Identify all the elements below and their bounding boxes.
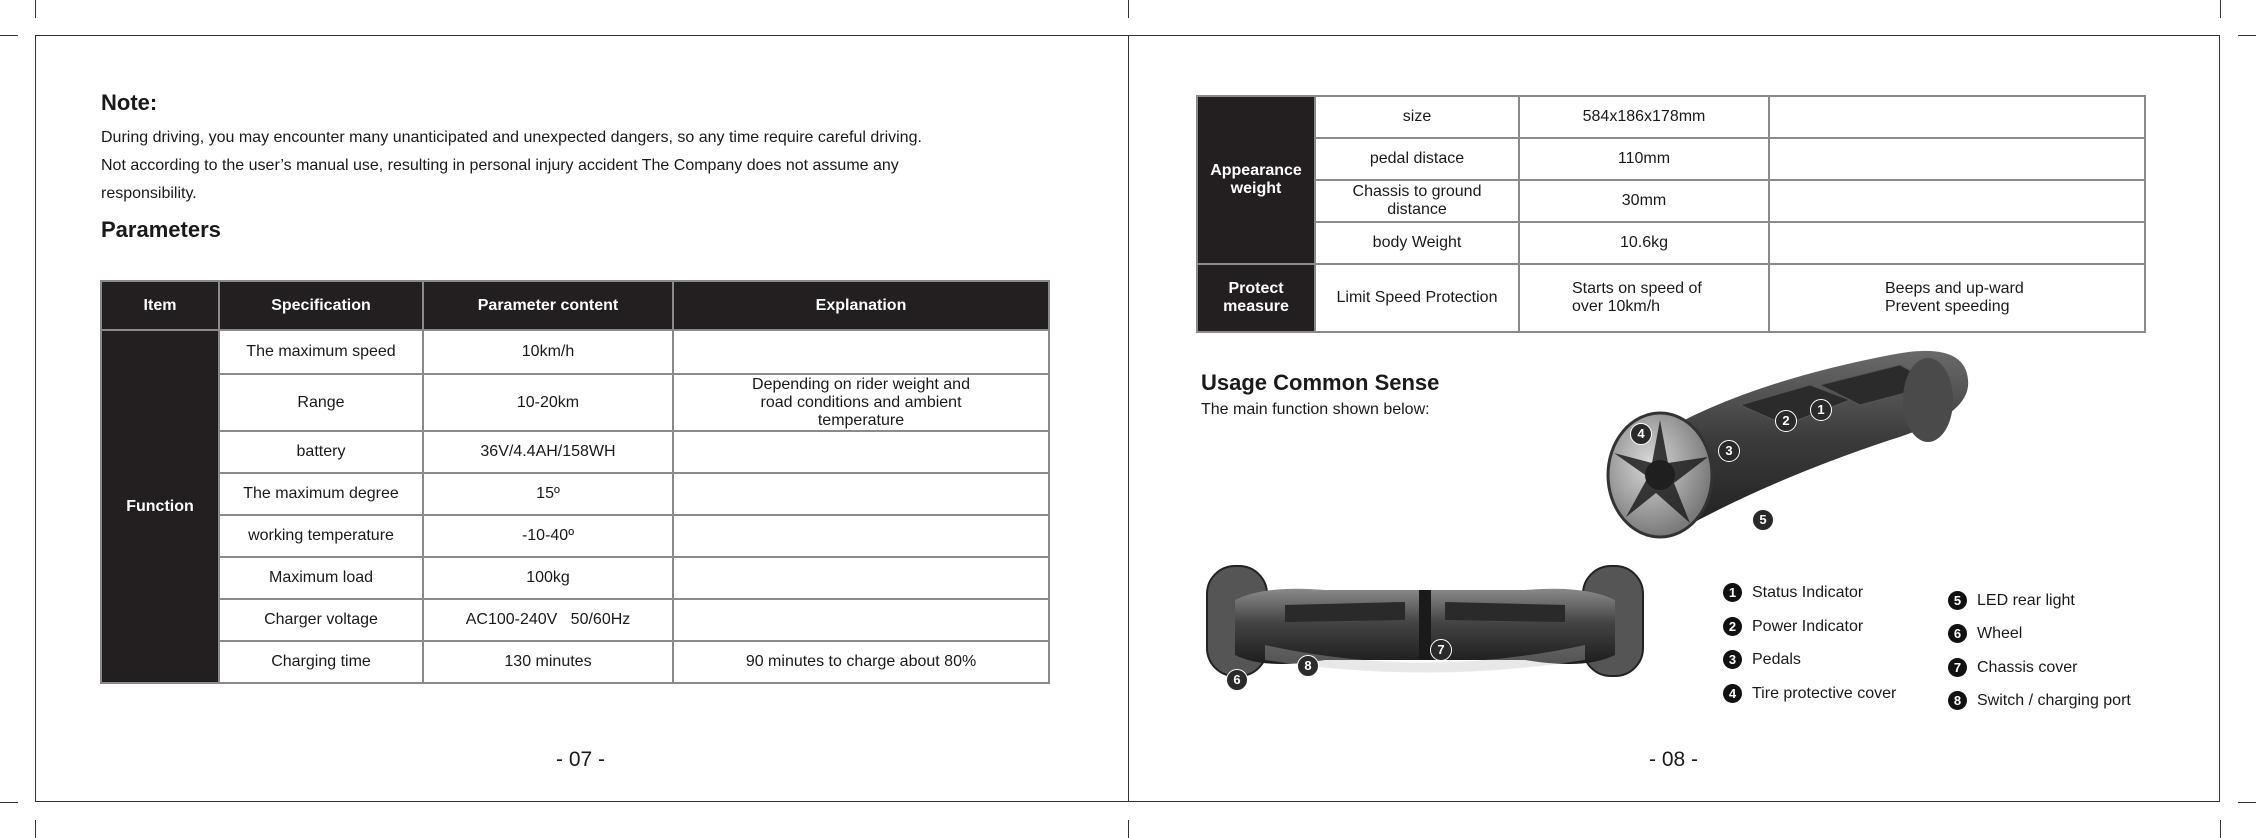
table-row <box>101 374 1049 431</box>
explanation-cell: Depending on rider weight and road conditions and ambient temperature <box>673 374 1049 431</box>
callout-1: 1 <box>1810 399 1832 421</box>
content-cell: 100kg <box>423 557 673 599</box>
content-cell: Starts on speed of over 10km/h <box>1519 264 1769 332</box>
header-specification: Specification <box>219 281 423 330</box>
parameters-table <box>100 280 1050 684</box>
legend-number-badge: 2 <box>1723 617 1742 636</box>
content-cell: 36V/4.4AH/158WH <box>423 431 673 473</box>
group-label-appearance: Appearance weight <box>1197 96 1315 264</box>
table-row <box>1197 138 2145 180</box>
legend-item <box>1723 684 1896 703</box>
legend-number-badge: 3 <box>1723 650 1742 669</box>
table-row <box>101 473 1049 515</box>
crop-mark <box>0 35 18 36</box>
spec-cell: size <box>1315 96 1519 138</box>
hoverboard-illustration-front <box>1205 560 1645 690</box>
explanation-cell <box>673 330 1049 374</box>
legend-label: Power Indicator <box>1752 617 1864 635</box>
explanation-cell <box>673 515 1049 557</box>
group-label-function: Function <box>101 330 219 683</box>
callout-4: 4 <box>1630 423 1652 445</box>
legend-number-badge: 4 <box>1723 684 1742 703</box>
parameters-title: Parameters <box>101 217 221 242</box>
table-row <box>1197 222 2145 264</box>
content-cell: 10.6kg <box>1519 222 1769 264</box>
callout-2: 2 <box>1775 410 1797 432</box>
explanation-cell <box>1769 96 2145 138</box>
content-cell: 30mm <box>1519 180 1769 222</box>
callout-6: 6 <box>1226 669 1248 691</box>
explanation-cell <box>1769 180 2145 222</box>
legend-label: Status Indicator <box>1752 583 1864 601</box>
spec-cell: The maximum speed <box>219 330 423 374</box>
crop-mark <box>2220 0 2221 18</box>
page-divider <box>1128 35 1129 802</box>
crop-mark <box>1128 0 1129 18</box>
legend-label: Pedals <box>1752 650 1801 668</box>
crop-mark <box>2238 802 2256 803</box>
callout-3: 3 <box>1718 440 1740 462</box>
header-item: Item <box>101 281 219 330</box>
legend-item <box>1948 691 2131 710</box>
note-line: responsibility. <box>101 185 197 202</box>
table-row <box>101 557 1049 599</box>
page-number: - 07 - <box>556 748 606 771</box>
note-body <box>101 124 922 208</box>
parameters-table-continued <box>1196 95 2146 333</box>
note-line: Not according to the user’s manual use, resulting in personal injury accident The Company does not assume any <box>101 157 899 174</box>
explanation-cell <box>1769 222 2145 264</box>
spec-cell: Limit Speed Protection <box>1315 264 1519 332</box>
table-row <box>1197 96 2145 138</box>
legend-number-badge: 1 <box>1723 583 1742 602</box>
callout-5: 5 <box>1752 509 1774 531</box>
crop-mark <box>1128 820 1129 838</box>
content-cell: 110mm <box>1519 138 1769 180</box>
note-line: During driving, you may encounter many unanticipated and unexpected dangers, so any time require careful driving. <box>101 129 922 146</box>
callout-7: 7 <box>1430 639 1452 661</box>
callout-8: 8 <box>1297 655 1319 677</box>
content-cell: 130 minutes <box>423 641 673 683</box>
legend-label: LED rear light <box>1977 591 2075 609</box>
crop-mark <box>35 820 36 838</box>
spec-cell: Charger voltage <box>219 599 423 641</box>
content-cell: AC100-240V 50/60Hz <box>423 599 673 641</box>
legend-label: Wheel <box>1977 624 2023 642</box>
header-explanation: Explanation <box>673 281 1049 330</box>
crop-mark <box>2220 820 2221 838</box>
spec-cell: The maximum degree <box>219 473 423 515</box>
explanation-cell <box>673 473 1049 515</box>
table-row <box>1197 264 2145 332</box>
explanation-cell <box>673 599 1049 641</box>
page-number: - 08 - <box>1649 748 1699 771</box>
content-cell: 584x186x178mm <box>1519 96 1769 138</box>
crop-mark <box>0 802 18 803</box>
legend-item <box>1948 591 2075 610</box>
spec-cell: battery <box>219 431 423 473</box>
spec-cell: Maximum load <box>219 557 423 599</box>
legend-number-badge: 7 <box>1948 658 1967 677</box>
crop-mark <box>35 0 36 18</box>
legend-item <box>1723 583 1863 602</box>
spec-cell: Charging time <box>219 641 423 683</box>
header-parameter-content: Parameter content <box>423 281 673 330</box>
usage-title: Usage Common Sense <box>1201 370 1440 395</box>
note-title: Note: <box>101 90 158 115</box>
explanation-cell <box>673 557 1049 599</box>
table-row <box>1197 180 2145 222</box>
content-cell: -10-40º <box>423 515 673 557</box>
legend-item <box>1948 658 2077 677</box>
legend-number-badge: 6 <box>1948 624 1967 643</box>
legend-label: Chassis cover <box>1977 658 2078 676</box>
legend-label: Switch / charging port <box>1977 691 2131 709</box>
legend-item <box>1723 650 1801 669</box>
table-row <box>101 431 1049 473</box>
legend-number-badge: 8 <box>1948 691 1967 710</box>
explanation-cell <box>1769 138 2145 180</box>
group-label-protect: Protect measure <box>1197 264 1315 332</box>
spec-cell: Range <box>219 374 423 431</box>
explanation-cell: 90 minutes to charge about 80% <box>673 641 1049 683</box>
hoverboard-illustration-angled <box>1590 345 1990 545</box>
table-row <box>101 641 1049 683</box>
legend-number-badge: 5 <box>1948 591 1967 610</box>
spec-cell: working temperature <box>219 515 423 557</box>
table-row <box>101 599 1049 641</box>
legend-label: Tire protective cover <box>1752 684 1897 702</box>
table-row <box>101 330 1049 374</box>
content-cell: 10km/h <box>423 330 673 374</box>
explanation-cell <box>673 431 1049 473</box>
table-row <box>101 515 1049 557</box>
legend-item <box>1948 624 2022 643</box>
content-cell: 10-20km <box>423 374 673 431</box>
table-header-row <box>101 281 1049 330</box>
crop-mark <box>2238 35 2256 36</box>
spec-cell: pedal distace <box>1315 138 1519 180</box>
spec-cell: body Weight <box>1315 222 1519 264</box>
spec-cell: Chassis to ground distance <box>1315 180 1519 222</box>
legend-item <box>1723 617 1863 636</box>
content-cell: 15º <box>423 473 673 515</box>
explanation-cell: Beeps and up-ward Prevent speeding <box>1769 264 2145 332</box>
usage-subtitle: The main function shown below: <box>1201 401 1430 418</box>
